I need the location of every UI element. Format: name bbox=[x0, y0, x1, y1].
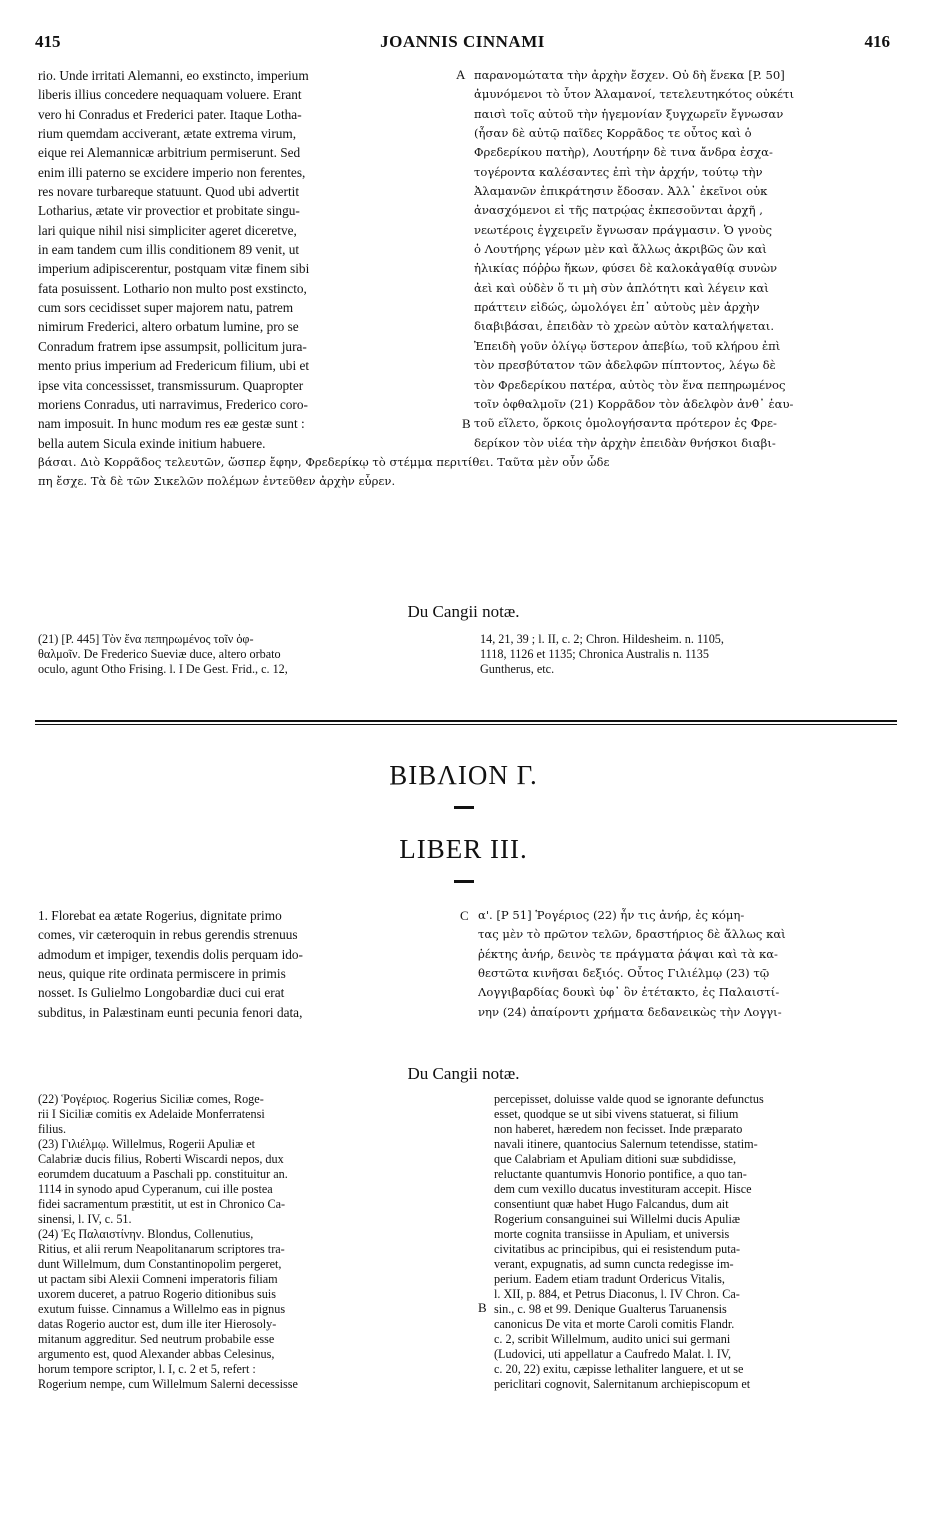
note-line: l. XII, p. 884, et Petrus Diaconus, l. IV Chron. Ca- bbox=[494, 1287, 740, 1301]
text-line: ipse vita concessisset, transmissurum. Quapropter bbox=[38, 377, 304, 393]
text-line: liberis illius concedere nequaquam voluere. Erant bbox=[38, 87, 302, 103]
notes-left-column bbox=[38, 632, 458, 677]
text-line: Conradum fratrem ipse assumpsit, pollicitum jura- bbox=[38, 338, 307, 354]
greek-text-column bbox=[474, 66, 894, 453]
text-line: παισὶ τοῖς αὐτοῦ τὴν ἡγεμονίαν ξυγχωρεῖν ἔγνωσαν bbox=[474, 106, 784, 121]
note-line: (24) Ἐς Παλαιστίνην. Blondus, Collenutius, bbox=[38, 1227, 254, 1241]
text-line: admodum et impiger, texendis dolis perquam ido- bbox=[38, 946, 303, 962]
notes-heading: Du Cangii notæ. bbox=[407, 1064, 520, 1083]
text-line: Lotharius, ætate vir provectior et probitate singu- bbox=[38, 203, 300, 219]
text-line: διαβιβάσαι, ἐπειδὰν τὸ χρεὼν αὐτὸν καταλήψεται. bbox=[474, 319, 775, 334]
text-line: rium quemdam acciverant, ætate extrema virum, bbox=[38, 126, 297, 142]
page-number-left: 415 bbox=[35, 32, 61, 51]
text-line: (ἦσαν δὲ αὐτῷ παῖδες Κορρᾶδος τε οὗτος καὶ ὁ bbox=[474, 126, 752, 141]
text-line: βάσαι. Διὸ Κορρᾶδος τελευτῶν, ὥσπερ ἔφην, Φρεδερίκῳ τὸ στέμμα περιτίθει. Ταῦτα μὲν οὖν ὧδε bbox=[38, 455, 610, 469]
note-line: exutum fuisse. Cinnamus a Willelmo eas in pignus bbox=[38, 1302, 286, 1316]
note-line: percepisset, doluisse valde quod se ignorante defunctus bbox=[494, 1092, 764, 1106]
notes-heading: Du Cangii notæ. bbox=[407, 602, 520, 621]
running-header bbox=[35, 32, 890, 56]
note-line: uxorem duceret, a patruo Rogerio ditionibus suis bbox=[38, 1287, 276, 1301]
title-dash bbox=[454, 880, 474, 883]
note-line: c. 20, 22) exitu, cæpisse lethaliter languere, et ut se bbox=[494, 1362, 744, 1376]
note-line: periclitari cognovit, Salernitanum archiepiscopum et bbox=[494, 1377, 751, 1391]
note-line: fidei sacramentum præstitit, ut est in Chronico Ca- bbox=[38, 1197, 286, 1211]
notes-left-column bbox=[38, 1092, 478, 1392]
page-number-right: 416 bbox=[864, 32, 890, 51]
text-line: πράττειν εἰδώς, ὡμολόγει ἐπ᾽ αὐτοὺς μὲν ἀρχὴν bbox=[474, 300, 760, 315]
greek-full-width-text bbox=[38, 453, 898, 492]
running-title: JOANNIS CINNAMI bbox=[380, 32, 545, 51]
note-line: Calabriæ ducis filius, Roberti Wiscardi nepos, dux bbox=[38, 1152, 284, 1166]
text-line: rio. Unde irritati Alemanni, eo exstincto, imperium bbox=[38, 68, 309, 83]
margin-marker-c: C bbox=[460, 908, 469, 923]
note-line: verant, expugnatis, ad sumn cuncta redegisse im- bbox=[494, 1257, 734, 1271]
note-line: consentiunt quæ habet Hugo Falcandus, dum ait bbox=[494, 1197, 729, 1211]
text-line: lari quique nihil nisi simpliciter ageret diceretve, bbox=[38, 222, 297, 238]
note-line: (23) Γιλιέλμῳ. Willelmus, Rogerii Apuliæ et bbox=[38, 1137, 256, 1151]
margin-marker-a: A bbox=[456, 67, 466, 82]
text-line: τας μὲν τὸ πρῶτον τελῶν, δραστήριος δὲ ἄλλως καὶ bbox=[478, 927, 786, 942]
book-title-greek: ΒΙΒΛΙΟΝ Γ. bbox=[389, 760, 538, 790]
note-line: horum tempore scriptor, l. I, c. 2 et 5, refert : bbox=[38, 1362, 256, 1376]
text-line: imperium adipiscerentur, postquam vitæ finem sibi bbox=[38, 261, 310, 277]
note-line: rii I Siciliæ comitis ex Adelaide Monferratensi bbox=[38, 1107, 265, 1121]
note-line: dem cum vexillo ducatus investituram accepit. Hisce bbox=[494, 1182, 752, 1196]
text-line: eique rei Alemannicæ arbitrium permiserunt. Sed bbox=[38, 145, 301, 161]
note-line: Rogerium consanguinei sui Willelmi ducis Apuliæ bbox=[494, 1212, 741, 1226]
text-line: neus, quique rite ordinata permiscere in primis bbox=[38, 966, 286, 982]
note-line: (Ludovici, uti appellatur a Caufredo Malat. l. IV, bbox=[494, 1347, 732, 1361]
note-line: eorumdem ducatuum a Paschali pp. constituitur an. bbox=[38, 1167, 288, 1181]
text-line: nosset. Is Gulielmo Longobardiæ duci cui erat bbox=[38, 985, 285, 1001]
text-line: Ἐπειδὴ γοῦν ὀλίγῳ ὕστερον ἀπεβίω, τοῦ κλήρου ἐπὶ bbox=[474, 338, 781, 353]
text-line: νην (24) ἀπαίροντι χρήματα δεδανεικὼς τὴν Λογγι- bbox=[478, 1004, 782, 1019]
text-line: ἀνασχόμενοι εἰ τῆς πατρῴας ἐκπεσοῦνται ἀρχῆ , bbox=[474, 203, 763, 218]
note-line: perium. Eadem etiam tradunt Ordericus Vitalis, bbox=[494, 1272, 725, 1286]
note-line: oculo, agunt Otho Frising. l. I De Gest. Frid., c. 12, bbox=[38, 662, 288, 676]
text-line: Ἀλαμανῶν ἐπικράτησιν ἔδοσαν. Ἀλλ᾽ ἐκεῖνοι οὐκ bbox=[474, 184, 768, 199]
text-line: τογέροντα καλέσαντες ἐπὶ τὴν ἀρχήν, τούτῳ τὴν bbox=[474, 164, 763, 179]
note-line: navali itinere, quantocius Salernum tetendisse, statim- bbox=[494, 1137, 758, 1151]
section-divider bbox=[35, 720, 897, 722]
text-line: πη ἔσχε. Τὰ δὲ τῶν Σικελῶν πολέμων ἐντεῦθεν ἀρχὴν εὗρεν. bbox=[38, 474, 396, 489]
text-line: bella autem Sicula exinde initium habuere. bbox=[38, 435, 266, 451]
text-line: moriens Conradus, uti narravimus, Frederico coro- bbox=[38, 396, 308, 412]
text-line: ἀεὶ καὶ οὐδὲν ὅ τι μὴ σὺν ἁπλότητι καὶ λέγειν καὶ bbox=[474, 280, 769, 295]
text-line: mento prius imperium ad Fredericum filium, ubi et bbox=[38, 358, 310, 374]
text-line: subditus, in Palæstinam eunti pecunia fenori data, bbox=[38, 1004, 303, 1020]
note-line: θαλμοῖν. De Frederico Sueviæ duce, altero orbato bbox=[38, 647, 281, 661]
note-line: non haberet, hæredem non fecisset. Inde præparato bbox=[494, 1122, 743, 1136]
margin-marker-b: B bbox=[478, 1300, 487, 1315]
title-dash bbox=[454, 806, 474, 809]
latin-text-column bbox=[38, 66, 456, 453]
margin-marker-b: B bbox=[462, 416, 471, 431]
text-line: 1. Florebat ea ætate Rogerius, dignitate primo bbox=[38, 908, 282, 923]
text-line: παρανομώτατα τὴν ἀρχὴν ἔσχεν. Οὐ δὴ ἕνεκα [P. 50] bbox=[474, 68, 785, 82]
note-line: datas Rogerio auctor est, dum ille iter Hierosoly- bbox=[38, 1317, 277, 1331]
note-line: c. 2, scribit Willelmum, audito unici sui germani bbox=[494, 1332, 731, 1346]
note-line: (21) [P. 445] Τὸν ἕνα πεπηρωμένος τοῖν ὀφ- bbox=[38, 632, 254, 646]
note-line: Rogerium nempe, cum Willelmum Salerni decessisse bbox=[38, 1377, 298, 1391]
text-line: δερίκον τὸν υἱέα τὴν ἀρχὴν ἐπειδὰν θνήσκοι διαβι- bbox=[474, 435, 776, 450]
text-line: ἡλικίας πόῤῥω ἥκων, φύσει δὲ καλοκἀγαθίᾳ συνὼν bbox=[474, 261, 778, 276]
text-line: fata posuissent. Lothario non multo post exstincto, bbox=[38, 280, 307, 296]
text-line: τὸν Φρεδερίκου πατέρα, αὐτὸς τὸν ἕνα πεπηρωμένος bbox=[474, 377, 786, 392]
note-line: sinensi, l. IV, c. 51. bbox=[38, 1212, 132, 1226]
book-title-latin: LIBER III. bbox=[399, 834, 528, 864]
text-line: nimirum Frederici, altero orbatum lumine, pro se bbox=[38, 319, 299, 335]
text-line: τοῦ εἵλετο, ὅρκοις ὁμολογήσαντα πρότερον ἐς Φρε- bbox=[474, 416, 777, 431]
text-line: res novare turbareque statuunt. Quod ubi advertit bbox=[38, 184, 300, 200]
text-line: ῥέκτης ἀνήρ, δεινὸς τε πράγματα ῥάψαι καὶ τὰ κα- bbox=[478, 946, 778, 961]
note-line: sin., c. 98 et 99. Denique Gualterus Taruanensis bbox=[494, 1302, 727, 1316]
text-line: νεωτέροις ἐγχειρεῖν ἔγνωσαν πράγμασιν. Ὁ γνοὺς bbox=[474, 222, 772, 237]
text-line: vero hi Conradus et Frederici pater. Itaque Lotha- bbox=[38, 106, 302, 122]
text-line: nam imposuit. In hunc modum res eæ gestæ sunt : bbox=[38, 416, 305, 432]
text-line: comes, vir cæteroquin in rebus gerendis strenuus bbox=[38, 927, 298, 943]
note-line: ut pactam sibi Alexii Comneni imperatoris filiam bbox=[38, 1272, 278, 1286]
notes-right-column bbox=[480, 632, 898, 677]
text-line: ὁ Λουτήρης γέρων μὲν καὶ ἄλλως ἀκριβῶς ὢν καὶ bbox=[474, 242, 767, 257]
text-line: τοῖν ὀφθαλμοῖν (21) Κορρᾶδον τὸν ἀδελφὸν ἀνθ᾽ ἑαυ- bbox=[474, 396, 794, 411]
note-line: 14, 21, 39 ; l. II, c. 2; Chron. Hildesheim. n. 1105, bbox=[480, 632, 724, 646]
note-line: (22) Ῥογέριος. Rogerius Siciliæ comes, Roge- bbox=[38, 1092, 264, 1106]
note-line: canonicus De vita et morte Caroli comitis Flandr. bbox=[494, 1317, 735, 1331]
text-line: α'. [P 51] Ῥογέριος (22) ἦν τις ἀνήρ, ἐς κόμη- bbox=[478, 908, 745, 922]
text-line: θεστῶτα κινῆσαι δεξιός. Οὗτος Γιλιέλμῳ (23) τῷ bbox=[478, 966, 770, 981]
section-divider-thin bbox=[35, 724, 897, 725]
text-line: Λογγιβαρδίας δουκὶ ὑφ᾽ ὃν ἐτέτακτο, ἐς Παλαιστί- bbox=[478, 985, 780, 1000]
note-line: filius. bbox=[38, 1122, 67, 1136]
text-line: in eam tandem cum illis conditionem 89 venit, ut bbox=[38, 242, 300, 258]
text-line: Φρεδερίκου πατὴρ), Λουτήρην δὲ τινα ἄνδρα ἐσχα- bbox=[474, 145, 773, 160]
note-line: 1114 in synodo apud Cyperanum, cui ille postea bbox=[38, 1182, 273, 1196]
note-line: Guntherus, etc. bbox=[480, 662, 555, 676]
note-line: Ritius, et alii rerum Neapolitanarum scriptores tra- bbox=[38, 1242, 285, 1256]
text-line: enim illi paterno se excidere imperio non ferentes, bbox=[38, 164, 306, 180]
text-line: cum sors cecidisset super majorem natu, patrem bbox=[38, 300, 294, 316]
note-line: morte cognita transiisse in Apuliam, et universis bbox=[494, 1227, 730, 1241]
note-line: esset, quodque se ut sibi vivens statuerat, si filium bbox=[494, 1107, 739, 1121]
note-line: que Calabriam et Apuliam ditioni suæ subdidisse, bbox=[494, 1152, 737, 1166]
notes-right-column bbox=[494, 1092, 904, 1392]
note-line: dunt Willelmum, dum Constantinopolim pergeret, bbox=[38, 1257, 282, 1271]
note-line: reluctante quantumvis Honorio pontifice, a quo tan- bbox=[494, 1167, 747, 1181]
chapter-latin-column bbox=[38, 906, 456, 1022]
note-line: civitatibus ac principibus, qui ei resistendum puta- bbox=[494, 1242, 741, 1256]
note-line: argumento est, quod Alexander abbas Celesinus, bbox=[38, 1347, 275, 1361]
note-line: mitanum aggreditur. Sed neutrum probabile esse bbox=[38, 1332, 275, 1346]
note-line: 1118, 1126 et 1135; Chronica Australis n. 1135 bbox=[480, 647, 709, 661]
text-line: τὸν πρεσβύτατον τῶν ἀδελφῶν πίπτοντος, λέγω δὲ bbox=[474, 358, 776, 373]
text-line: ἀμυνόμενοι τὸ ὗτον Ἀλαμανοί, τετελευτηκότος οὐκέτι bbox=[474, 87, 794, 102]
chapter-greek-column bbox=[478, 906, 898, 1022]
